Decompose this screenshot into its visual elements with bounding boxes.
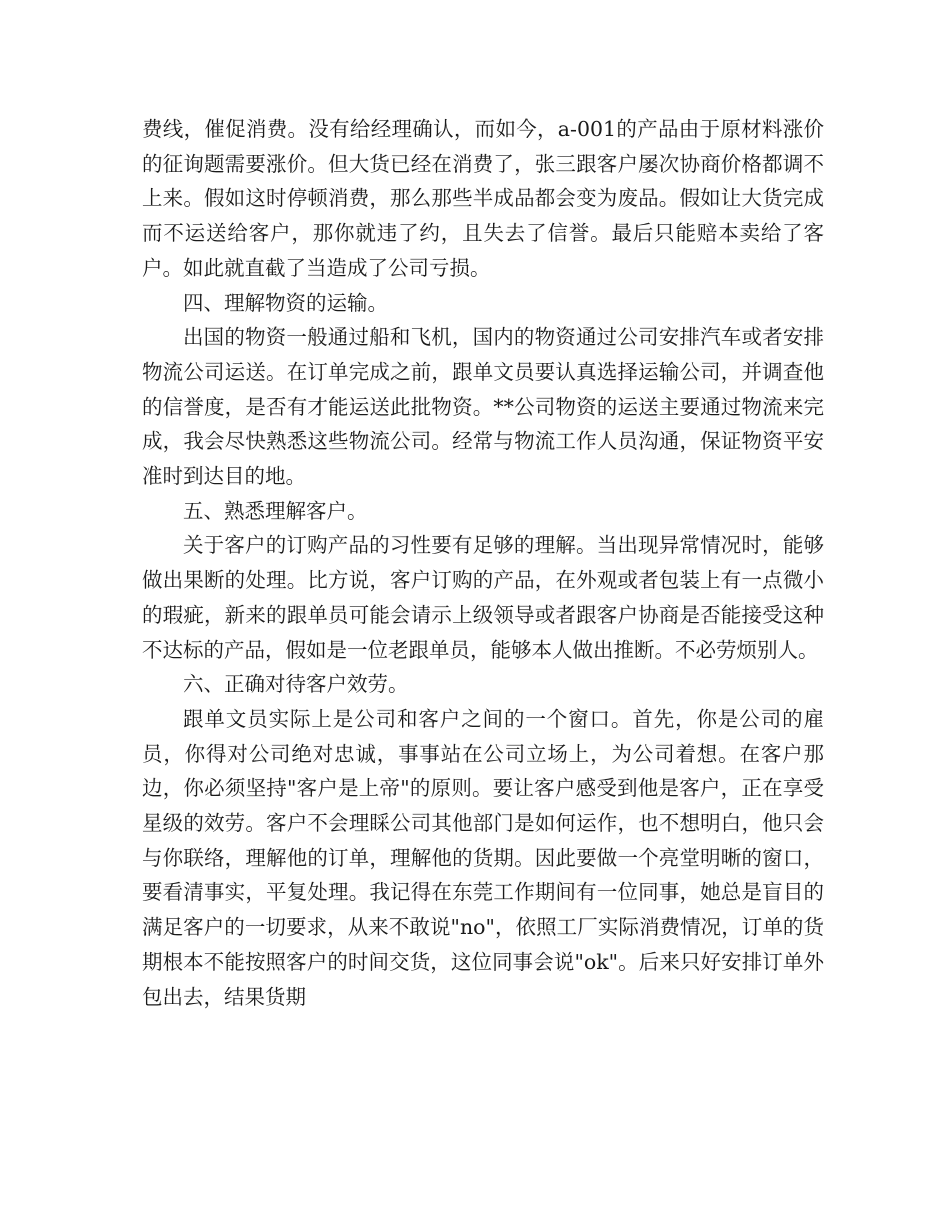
paragraph-service: 跟单文员实际上是公司和客户之间的一个窗口。首先，你是公司的雇员，你得对公司绝对忠诚，事事站在公司立场上，为公司着想。在客户那边，你必须坚持"客户是上帝"的原则。要让客户感受到他是客户，正在享受星级的效劳。客户不会理睬公司其他部门是如何运作，也不想明白，他只会与你联络，理解他的订单，理解他的货期。因此要做一个亮堂明晰的窗口，要看清事实，平复处理。我记得在东莞工作期间有一位同事，她总是盲目的满足客户的一切要求，从来不敢说"no"，依照工厂实际消费情况，订单的货期根本不能按照客户的时间交货，这位同事会说"ok"。后来只好安排订单外包出去，结果货期 [142,706,824,1009]
paragraph-customers: 关于客户的订购产品的习性要有足够的理解。当出现异常情况时，能够做出果断的处理。比方说，客户订购的产品，在外观或者包装上有一点微小的瑕疵，新来的跟单员可能会请示上级领导或者跟客户协商是否能接受这种不达标的产品，假如是一位老跟单员，能够本人做出推断。不必劳烦别人。 [142,533,824,662]
paragraph-transport: 出国的物资一般通过船和飞机，国内的物资通过公司安排汽车或者安排物流公司运送。在订单完成之前，跟单文员要认真选择运输公司，并调查他的信誉度，是否有才能运送此批物资。**公司物资的运送主要通过物流来完成，我会尽快熟悉这些物流公司。经常与物流工作人员沟通，保证物资平安准时到达目的地。 [142,325,824,489]
section-heading-transport: 四、理解物资的运输。 [183,290,388,315]
paragraph-continuation: 费线，催促消费。没有给经理确认，而如今，a-001的产品由于原材料涨价的征询题需要涨价。但大货已经在消费了，张三跟客户屡次协商价格都调不上来。假如这时停顿消费，那么那些半成品都会变为废品。假如让大货完成而不运送给客户，那你就违了约，且失去了信誉。最后只能赔本卖给了客户。如此就直截了当造成了公司亏损。 [142,117,824,280]
section-heading-customers: 五、熟悉理解客户。 [183,498,368,523]
section-heading-service: 六、正确对待客户效劳。 [183,672,409,697]
document-page [142,112,824,1014]
